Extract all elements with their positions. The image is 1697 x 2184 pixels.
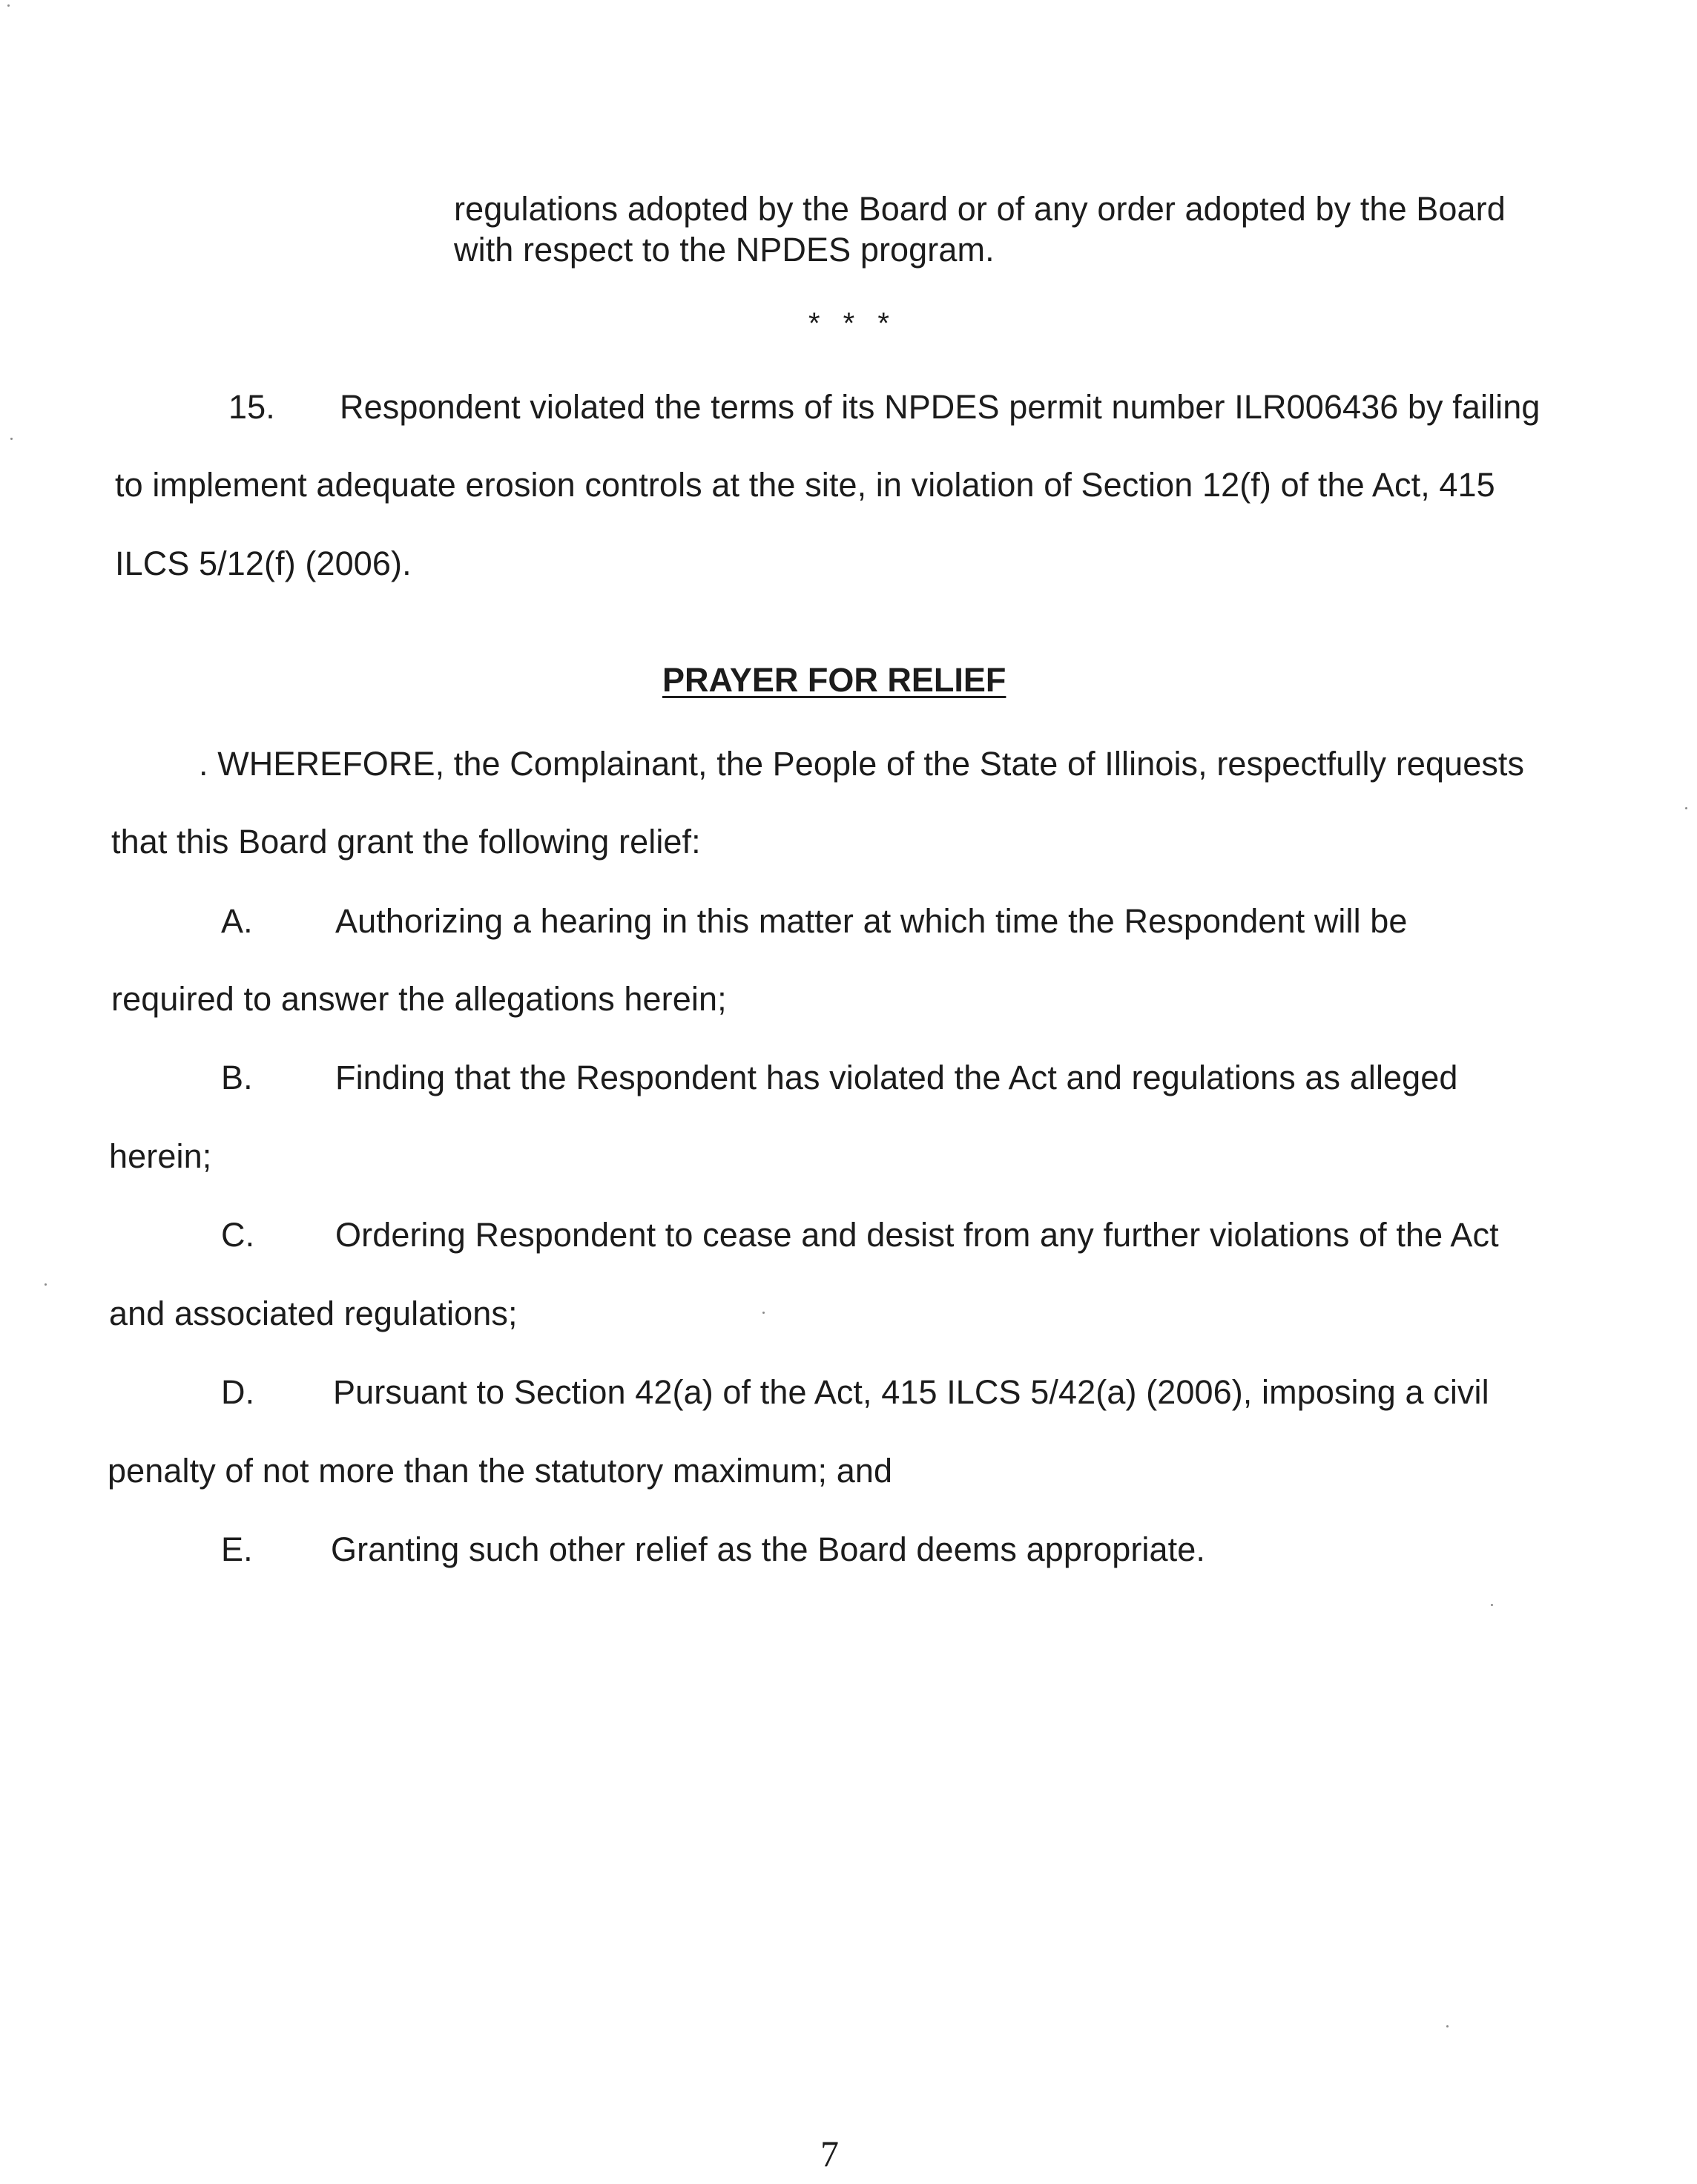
scan-speck — [1446, 2025, 1449, 2027]
scan-speck — [45, 1283, 47, 1286]
page-number: 7 — [820, 2133, 839, 2174]
paragraph-15-line-2: to implement adequate erosion controls at the site, in violation of Section 12(f) of the Act, 415 — [115, 466, 1495, 504]
scan-speck — [7, 4, 10, 7]
relief-item-letter: E. — [221, 1530, 253, 1568]
relief-item-b-line-1: Finding that the Respondent has violated the Act and regulations as alleged — [335, 1059, 1458, 1096]
prayer-intro-line-2: that this Board grant the following relief: — [111, 823, 701, 861]
relief-item-letter: B. — [221, 1059, 253, 1096]
relief-item-e-line-1: Granting such other relief as the Board deems appropriate. — [331, 1530, 1205, 1568]
quote-line-2: with respect to the NPDES program. — [454, 231, 995, 269]
section-heading: PRAYER FOR RELIEF — [662, 661, 1006, 699]
paragraph-15-line-1: Respondent violated the terms of its NPDES permit number ILR006436 by failing — [340, 388, 1541, 426]
relief-item-b-line-2: herein; — [109, 1137, 212, 1175]
prayer-intro-line-1: . WHEREFORE, the Complainant, the People of the State of Illinois, respectfully requests — [199, 745, 1525, 783]
scan-speck — [1685, 807, 1687, 809]
relief-item-letter: A. — [221, 902, 253, 940]
paragraph-15-line-3: ILCS 5/12(f) (2006). — [115, 545, 412, 582]
relief-item-d-line-1: Pursuant to Section 42(a) of the Act, 415 ILCS 5/42(a) (2006), imposing a civil — [333, 1373, 1489, 1411]
relief-item-a-line-1: Authorizing a hearing in this matter at which time the Respondent will be — [335, 902, 1408, 940]
relief-item-c-line-1: Ordering Respondent to cease and desist from any further violations of the Act — [335, 1216, 1499, 1254]
relief-item-c-line-2: and associated regulations; — [109, 1295, 518, 1332]
scan-speck — [10, 438, 13, 440]
quote-line-1: regulations adopted by the Board or of any order adopted by the Board — [454, 190, 1506, 228]
relief-item-a-line-2: required to answer the allegations herein; — [111, 980, 727, 1018]
scan-speck — [762, 1312, 765, 1314]
relief-item-d-line-2: penalty of not more than the statutory maximum; and — [108, 1452, 893, 1490]
scan-speck — [1491, 1604, 1493, 1606]
ellipsis-stars: * * * — [808, 307, 897, 340]
paragraph-number: 15. — [228, 388, 275, 426]
relief-item-letter: C. — [221, 1216, 255, 1254]
relief-item-letter: D. — [221, 1373, 255, 1411]
